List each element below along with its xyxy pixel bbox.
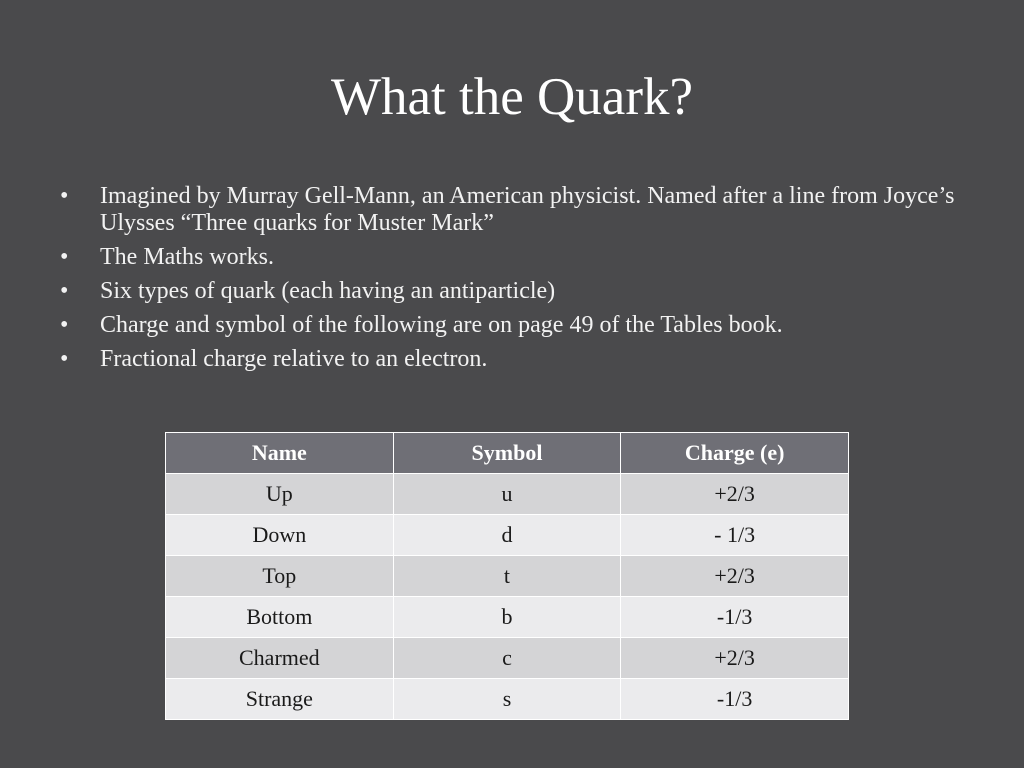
bullet-text: Six types of quark (each having an antiparticle) bbox=[100, 278, 556, 304]
cell-symbol: b bbox=[393, 597, 621, 638]
column-header-charge: Charge (e) bbox=[621, 433, 849, 474]
bullet-icon: • bbox=[60, 346, 69, 372]
cell-charge: +2/3 bbox=[621, 474, 849, 515]
table-row bbox=[166, 638, 849, 679]
bullet-icon: • bbox=[60, 244, 69, 270]
cell-symbol: c bbox=[393, 638, 621, 679]
cell-symbol: u bbox=[393, 474, 621, 515]
bullet-item bbox=[56, 278, 956, 305]
cell-name: Down bbox=[166, 515, 394, 556]
column-header-symbol: Symbol bbox=[393, 433, 621, 474]
cell-name: Charmed bbox=[166, 638, 394, 679]
cell-name: Bottom bbox=[166, 597, 394, 638]
cell-name: Top bbox=[166, 556, 394, 597]
slide-title: What the Quark? bbox=[331, 68, 693, 126]
bullet-icon: • bbox=[60, 278, 69, 304]
cell-charge: - 1/3 bbox=[621, 515, 849, 556]
cell-symbol: d bbox=[393, 515, 621, 556]
table-row bbox=[166, 679, 849, 720]
column-header-name: Name bbox=[166, 433, 394, 474]
quark-table bbox=[165, 432, 849, 720]
cell-charge: +2/3 bbox=[621, 638, 849, 679]
cell-charge: -1/3 bbox=[621, 597, 849, 638]
table-header-row bbox=[166, 433, 849, 474]
bullet-item bbox=[56, 346, 956, 373]
table-row bbox=[166, 474, 849, 515]
bullet-text: Fractional charge relative to an electron. bbox=[100, 346, 488, 372]
bullet-text: Imagined by Murray Gell-Mann, an American physicist. Named after a line from Joyce’s Ulysses “Three quarks for Muster Mark” bbox=[100, 183, 955, 236]
bullet-icon: • bbox=[60, 312, 69, 338]
bullet-icon: • bbox=[60, 183, 69, 209]
cell-name: Up bbox=[166, 474, 394, 515]
table-row bbox=[166, 597, 849, 638]
bullet-text: The Maths works. bbox=[100, 244, 274, 270]
bullet-item bbox=[56, 183, 956, 237]
table-row bbox=[166, 556, 849, 597]
bullet-list bbox=[56, 183, 956, 380]
cell-name: Strange bbox=[166, 679, 394, 720]
table-row bbox=[166, 515, 849, 556]
bullet-item bbox=[56, 312, 956, 339]
bullet-text: Charge and symbol of the following are on page 49 of the Tables book. bbox=[100, 312, 783, 338]
cell-charge: +2/3 bbox=[621, 556, 849, 597]
bullet-item bbox=[56, 244, 956, 271]
cell-charge: -1/3 bbox=[621, 679, 849, 720]
cell-symbol: t bbox=[393, 556, 621, 597]
cell-symbol: s bbox=[393, 679, 621, 720]
